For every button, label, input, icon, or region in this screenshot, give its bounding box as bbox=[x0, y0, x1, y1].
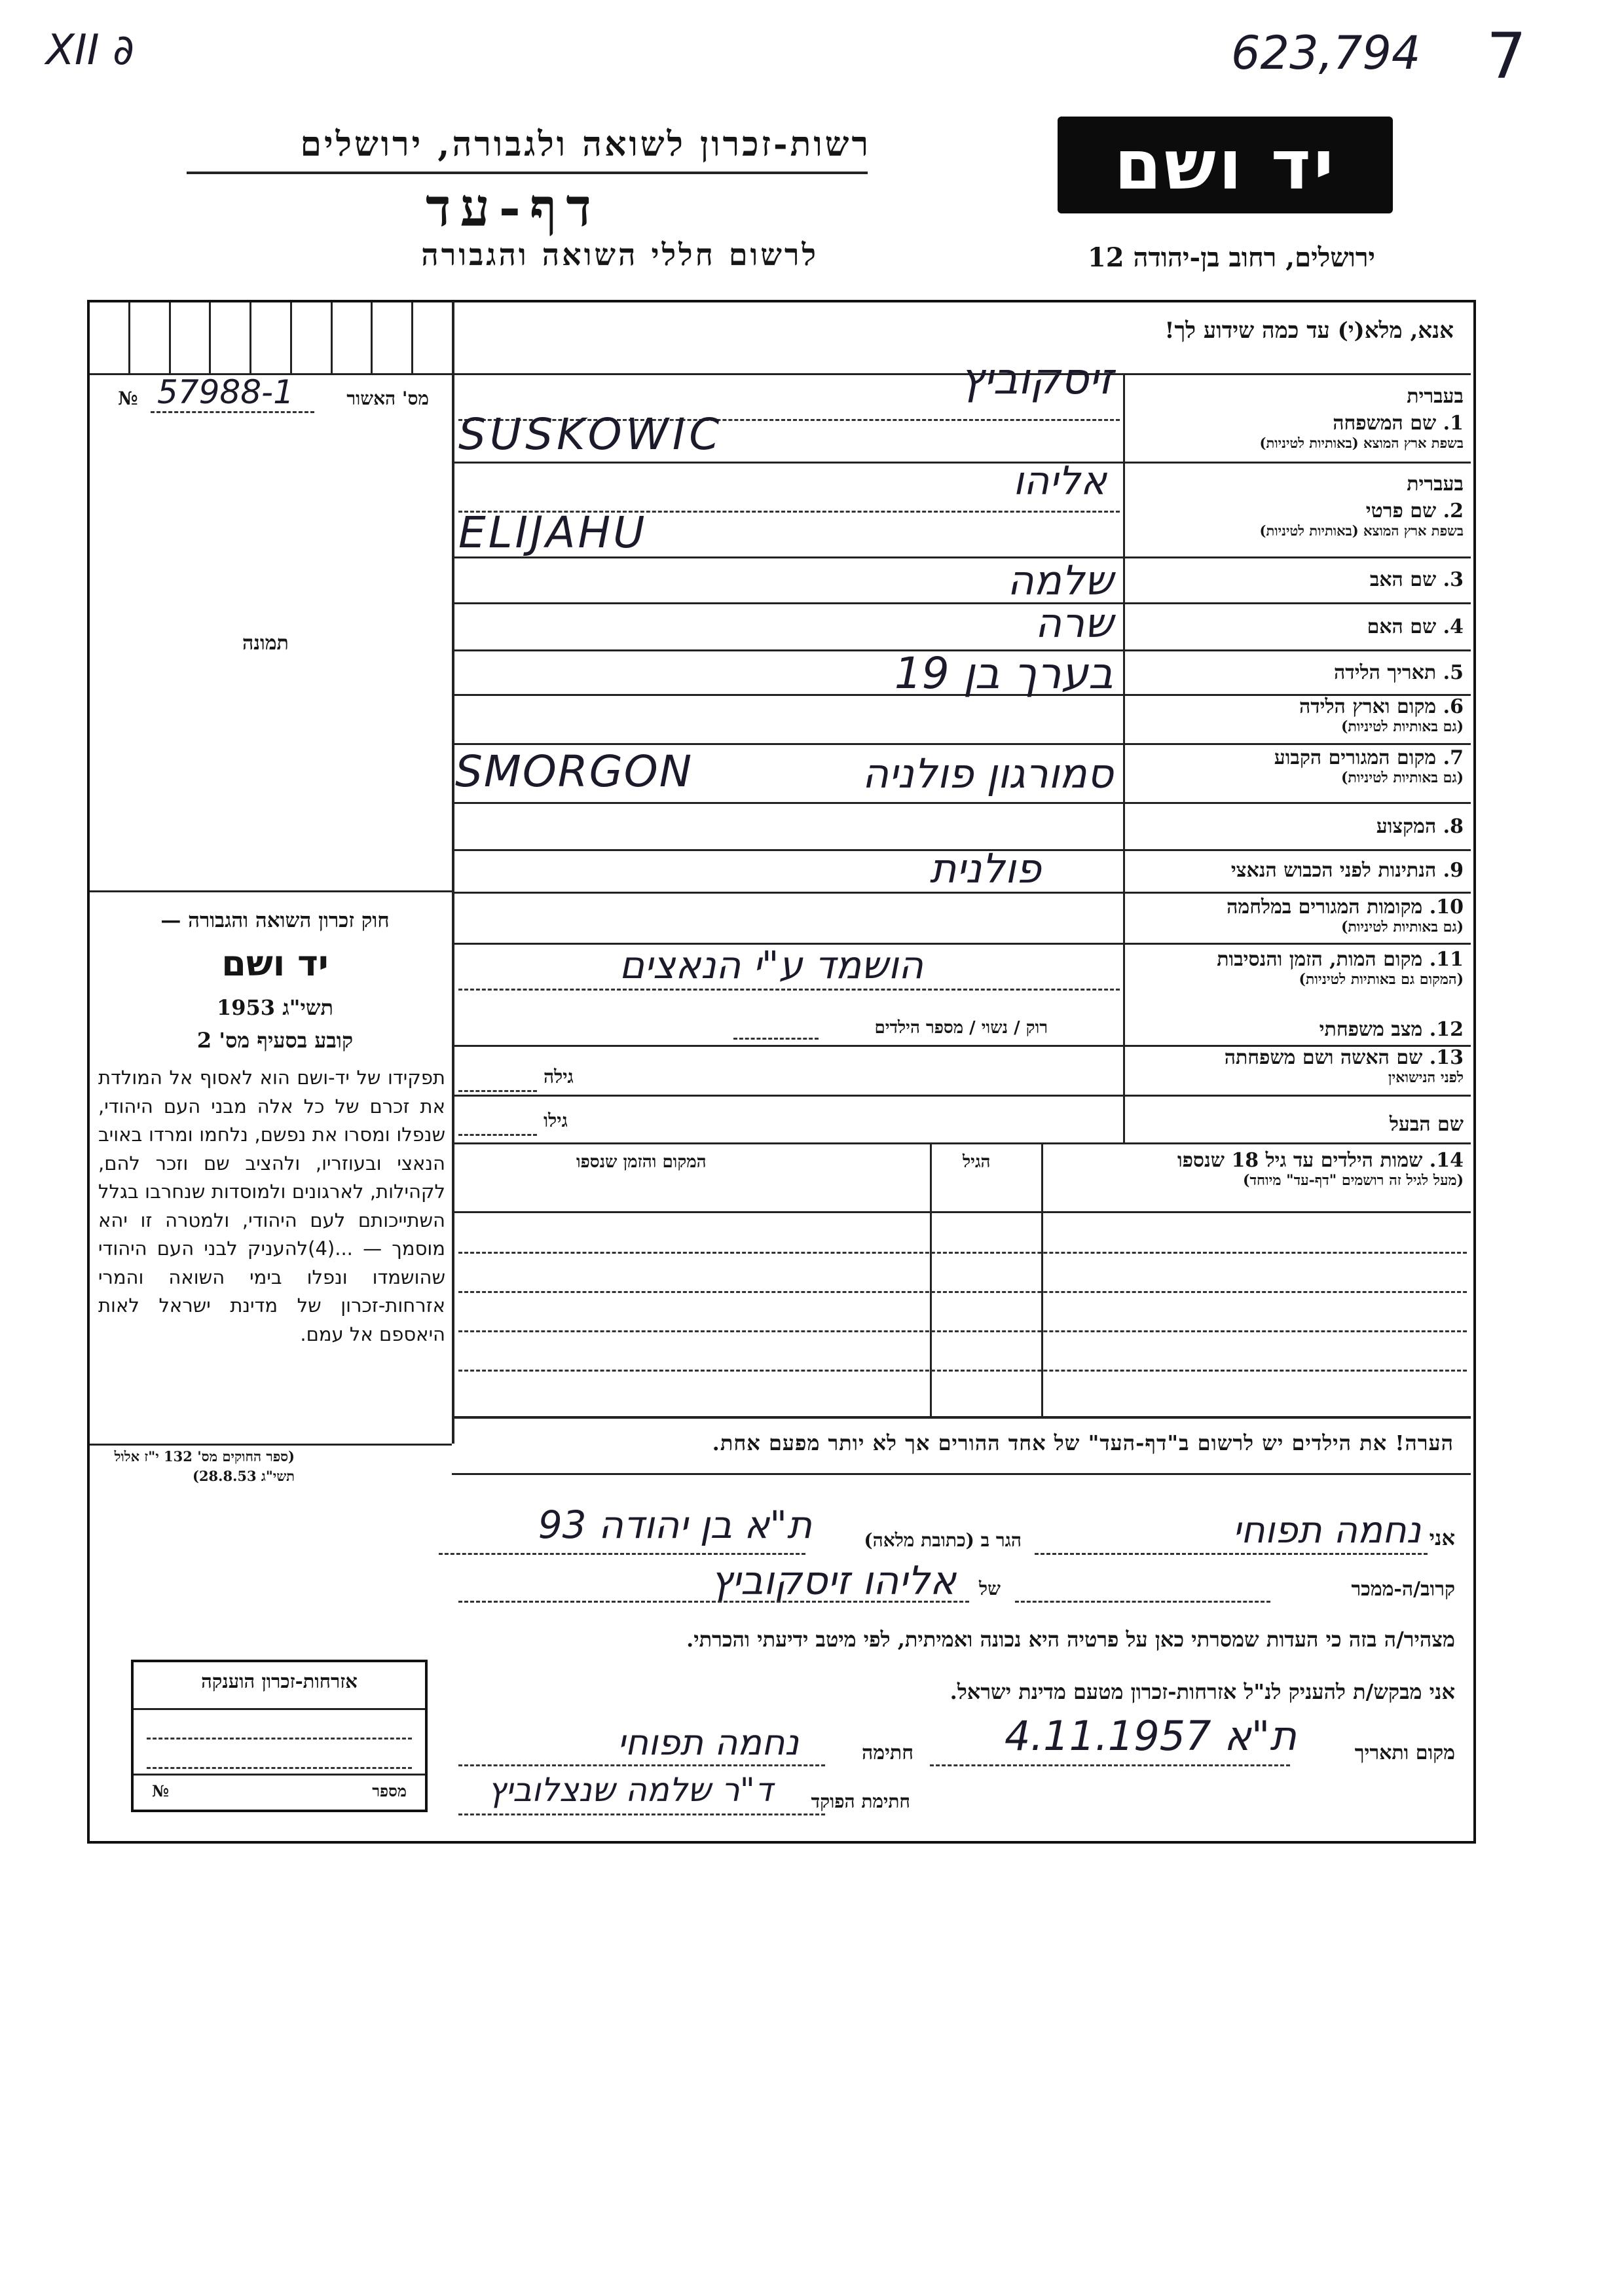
field-1-divider bbox=[452, 462, 1471, 464]
field-7-value: סמורגון פולניה bbox=[862, 750, 1113, 797]
law-year: תשי"ג 1953 bbox=[217, 995, 333, 1020]
husband-age-line bbox=[458, 1134, 537, 1136]
decl-relative-line bbox=[1015, 1601, 1270, 1603]
institution-underline bbox=[187, 172, 868, 174]
field-7-label bbox=[1274, 746, 1464, 786]
field-9-value: פולנית bbox=[929, 845, 1041, 892]
husband-label: שם הבעל bbox=[1389, 1113, 1464, 1136]
yad-vashem-logo bbox=[1058, 117, 1393, 213]
field-2-label bbox=[1156, 473, 1464, 539]
field-11-mid-line bbox=[458, 989, 1120, 991]
field-13-label bbox=[1225, 1046, 1464, 1086]
children-row-3 bbox=[458, 1330, 1467, 1332]
field-13-divider bbox=[452, 1095, 1471, 1097]
approval-number-value: 57988-1 bbox=[157, 373, 294, 411]
field-4-value: שרה bbox=[1035, 599, 1113, 647]
field-12-options: רוק / נשוי / מספר הילדים bbox=[874, 1018, 1048, 1038]
field-8-label: 8. המקצוע bbox=[1376, 815, 1464, 838]
field-6-divider bbox=[452, 743, 1471, 745]
decl-officer-value: ד"ר שלמה שנצלוביץ bbox=[488, 1771, 773, 1809]
note-divider bbox=[452, 1473, 1471, 1475]
corner-serial-number: 623,794 bbox=[1231, 26, 1421, 80]
field-1-hebrew-tag: בעברית bbox=[1407, 385, 1464, 408]
children-row-1 bbox=[458, 1252, 1467, 1254]
field-3-divider bbox=[452, 602, 1471, 604]
corner-mark-left: XII ∂ bbox=[46, 26, 135, 75]
approval-boxes bbox=[90, 302, 452, 373]
husband-age-label: גילו bbox=[544, 1110, 568, 1131]
field-11-title: 11. מקום המות, הזמן והנסיבות bbox=[1217, 948, 1464, 971]
field-6-title: 6. מקום וארץ הלידה bbox=[1299, 695, 1464, 718]
field-9-label: 9. הנתינות לפני הכבוש הנאצי bbox=[1230, 859, 1464, 882]
decl-place-date-label: מקום ותאריך bbox=[1354, 1741, 1455, 1764]
decl-of-value: אליהו זיסקוביץ bbox=[710, 1558, 956, 1604]
field-2-value-latin: ELIJAHU bbox=[458, 507, 648, 558]
field-5-label: 5. תאריך הלידה bbox=[1334, 661, 1464, 684]
decl-signature-label: חתימה bbox=[862, 1741, 913, 1764]
decl-ani-value: נחמה תפוחי bbox=[1232, 1509, 1421, 1552]
field-3-label: 3. שם האב bbox=[1369, 568, 1464, 591]
field-13-age-label: גילה bbox=[544, 1066, 574, 1087]
field-6-label bbox=[1299, 695, 1464, 735]
children-row-2 bbox=[458, 1291, 1467, 1293]
approval-number-line bbox=[151, 411, 314, 413]
approval-number-label: מס' האשור bbox=[346, 388, 429, 409]
children-col-divider-1 bbox=[1041, 1142, 1043, 1416]
children-col-place: המקום והזמן שנספו bbox=[576, 1152, 707, 1172]
law-body: תפקידו של יד-ושם הוא לאסוף אל המולדת את זכרם של כל אלה מבני העם היהודי, שנפלו ומסרו את נפשם, נלחמו ומרדו באויב הנאצי ובעוזריו, ולהציב שם וזכר להם, לקהילות, לארגונים ולמוסדות שנחרבו בגלל השתייכותם לעם היהודי, ולמטרה זו יהא מוסמך — ...(4)להעניק לבני העם היהודי שהושמדו ונפלו בימי השואה והמרי אזרחות-זכרון של מדינת ישראל לאות היאספם אל עמם. bbox=[98, 1066, 445, 1345]
decl-place-date-line bbox=[930, 1764, 1290, 1766]
field-1-label bbox=[1156, 385, 1464, 452]
corner-mark-right: 7 bbox=[1486, 20, 1527, 93]
field-1-value-latin: SUSKOWIC bbox=[458, 409, 724, 460]
field-10-divider bbox=[452, 943, 1471, 945]
institution-name: רשות-זכרון לשואה ולגבורה, ירושלים bbox=[300, 124, 871, 164]
decl-signature-line bbox=[458, 1764, 825, 1766]
decl-request: אני מבקש/ת להעניק לנ"ל אזרחות-זכרון מטעם מדינת ישראל. bbox=[950, 1679, 1455, 1704]
field-7-title: 7. מקום המגורים הקבוע bbox=[1274, 746, 1464, 769]
form-title: דף-עד bbox=[426, 177, 600, 238]
address-line: ירושלים, רחוב בן-יהודה 12 bbox=[1087, 242, 1375, 273]
decl-officer-line bbox=[458, 1813, 825, 1815]
children-col-divider-2 bbox=[930, 1142, 932, 1416]
field-7-divider bbox=[452, 802, 1471, 804]
children-row-4 bbox=[458, 1370, 1467, 1372]
field-5-value: בערך בן 19 bbox=[894, 648, 1113, 699]
field-10-label bbox=[1227, 896, 1464, 936]
children-col-age: הגיל bbox=[963, 1152, 991, 1172]
law-clause: קובע בסעיף מס' 2 bbox=[196, 1028, 354, 1053]
field-10-title: 10. מקומות המגורים במלחמה bbox=[1227, 896, 1464, 919]
field-11-sub: (המקום גם באותיות לטיניות) bbox=[1299, 971, 1464, 988]
children-bottom bbox=[452, 1416, 1471, 1419]
law-top-divider bbox=[90, 890, 452, 892]
field-7-value-latin: SMORGON bbox=[455, 746, 693, 797]
field-3-value: שלמה bbox=[1007, 556, 1113, 604]
children-title: 14. שמות הילדים עד גיל 18 שנספו bbox=[1177, 1149, 1464, 1172]
decl-of-label: של bbox=[979, 1578, 1001, 1599]
children-header bbox=[1177, 1149, 1464, 1189]
field-2-title: 2. שם פרטי bbox=[1365, 500, 1464, 522]
field-13-title: 13. שם האשה ושם משפחתה bbox=[1224, 1046, 1464, 1069]
law-name: יד ושם bbox=[221, 943, 329, 984]
field-11-value: הושמד ע"י הנאצים bbox=[619, 943, 923, 987]
field-2-sub: בשפת ארץ המוצא (באותיות לטיניות) bbox=[1259, 522, 1464, 539]
field-13-sub: לפני הנישואין bbox=[1388, 1069, 1464, 1086]
label-column-divider bbox=[1123, 374, 1125, 1142]
decl-address-line bbox=[439, 1553, 805, 1555]
decl-signature-value: נחמה תפוחי bbox=[617, 1722, 799, 1763]
form-subtitle: לרשום חללי השואה והגבורה bbox=[421, 237, 819, 272]
field-12-label: 12. מצב משפחתי bbox=[1319, 1018, 1464, 1041]
field-1-title: 1. שם המשפחה bbox=[1333, 412, 1464, 435]
decl-place-date-value: ת"א 4.11.1957 bbox=[1005, 1712, 1297, 1760]
field-12-children-line bbox=[733, 1038, 819, 1040]
decl-address-value: ת"א בן יהודה 93 bbox=[538, 1503, 812, 1547]
husband-divider bbox=[452, 1142, 1471, 1144]
decl-of-line bbox=[458, 1601, 969, 1603]
approval-number-symbol: № bbox=[118, 388, 138, 409]
citizenship-title: אזרחות-זכרון הוענקה bbox=[201, 1670, 358, 1692]
citizenship-number-label: מספר bbox=[372, 1781, 407, 1800]
decl-relative-label: קרוב/ה-ממכר bbox=[1351, 1578, 1455, 1601]
field-6-sub: (גם באותיות לטיניות) bbox=[1340, 718, 1464, 735]
field-11-label bbox=[1217, 948, 1464, 988]
citizenship-box bbox=[131, 1660, 428, 1812]
children-header-divider bbox=[452, 1211, 1471, 1213]
field-2-hebrew-tag: בעברית bbox=[1407, 473, 1464, 496]
photo-label: תמונה bbox=[242, 632, 289, 655]
field-7-sub: (גם באותיות לטיניות) bbox=[1340, 769, 1464, 786]
decl-ani-label: אני bbox=[1429, 1525, 1455, 1550]
law-source: (ספר החוקים מס' 132 י"ז אלול תשי"ג 28.8.53) bbox=[114, 1448, 295, 1484]
field-2-value-hebrew: אליהו bbox=[1012, 458, 1107, 504]
children-note: הערה! את הילדים יש לרשום ב"דף-העד" של אחד ההורים אך לא יותר מפעם אחת. bbox=[712, 1430, 1454, 1455]
citizenship-number-symbol: № bbox=[152, 1781, 170, 1800]
decl-ani-line bbox=[1035, 1553, 1428, 1555]
field-4-label: 4. שם האם bbox=[1367, 615, 1464, 638]
field-1-value-hebrew: זיסקוביץ bbox=[960, 354, 1113, 404]
law-title: חוק זכרון השואה והגבורה — bbox=[160, 909, 390, 932]
field-1-sub: בשפת ארץ המוצא (באותיות לטיניות) bbox=[1259, 435, 1464, 451]
decl-resides-label: הגר ב (כתובת מלאה) bbox=[864, 1529, 1022, 1551]
logo-text: יד ושם bbox=[1114, 125, 1337, 205]
decl-statement: מצהיר/ה בזה כי העדות שמסרתי כאן על פרטיה היא נכונה ואמיתית, לפי מיטב ידיעתי והכרתי. bbox=[686, 1627, 1455, 1652]
children-sub: (מעל לגיל זה רושמים "דף-עד" מיוחד) bbox=[1243, 1172, 1464, 1189]
field-10-sub: (גם באותיות לטיניות) bbox=[1340, 919, 1464, 936]
left-column-divider bbox=[452, 301, 454, 1444]
decl-officer-label: חתימת הפוקד bbox=[811, 1791, 910, 1812]
instruction-text: אנא, מלא(י) עד כמה שידוע לך! bbox=[1164, 318, 1454, 344]
field-13-age-line bbox=[458, 1090, 537, 1092]
left-column-bottom bbox=[90, 1444, 452, 1446]
